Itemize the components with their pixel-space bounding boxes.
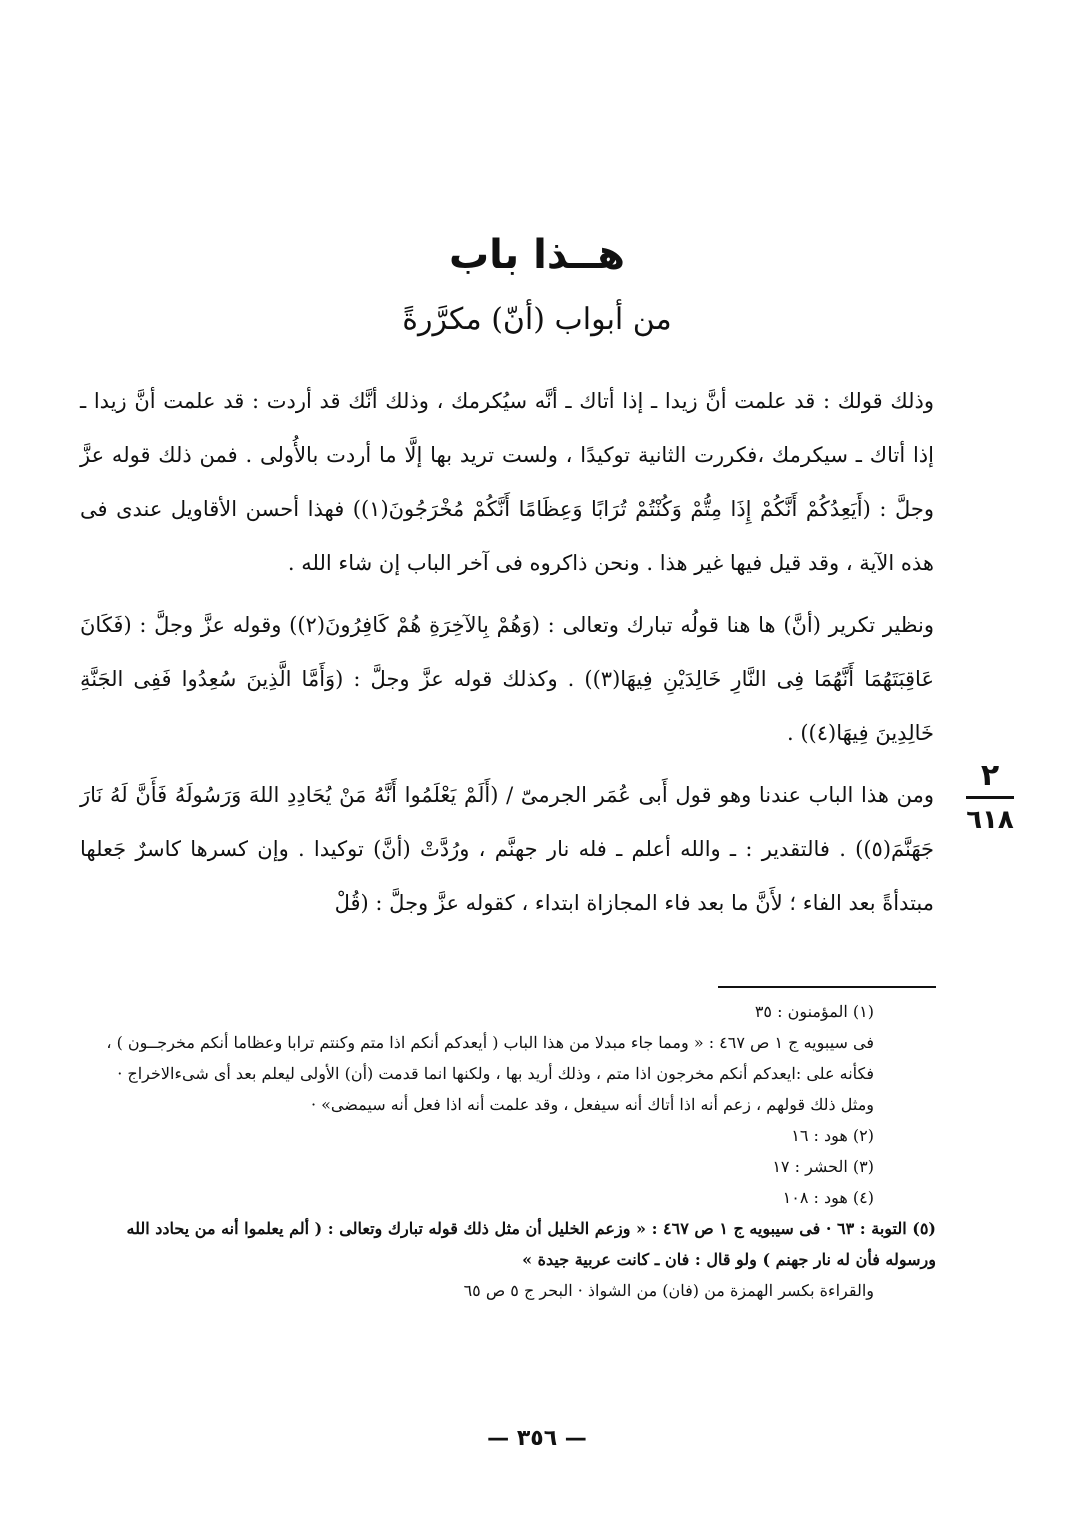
footnote: (١) المؤمنون : ٣٥ [754, 1002, 874, 1021]
footnote: (٢) هود : ١٦ [791, 1126, 874, 1145]
margin-divider [966, 796, 1014, 799]
footnotes [80, 996, 936, 1306]
page-number: — ٣٥٦ — [487, 1426, 587, 1451]
margin-reference [950, 758, 1030, 837]
footnote: (٣) الحشر : ١٧ [772, 1157, 874, 1176]
chapter-title: هــذا باب [448, 232, 626, 278]
main-text [80, 374, 934, 930]
paragraph: وذلك قولك : قد علمت أنَّ زيدا ـ إذا أتاك ـ أنَّه سيُكرمك ، وذلك أنَّك قد أردت : قد علمت أنَّ زيدا ـ إذا أتاك ـ سيكرمك ،فكررت الثانية توكيدًا ، ولست تريد بها إلَّا ما أردت بالأُولى . فمن ذلك قوله عزَّ وجلَّ : (أَيَعِدُكُمْ أَنَّكُمْ إِذَا مِتُّمْ وَكُنْتُمْ تُرَابًا وَعِظَامًا أَنَّكُمْ مُخْرَجُونَ(١)) فهذا أحسن الأقاويل عندى فى هذه الآية ، وقد قيل فيها غير هذا . ونحن ذاكروه فى آخر الباب إن شاء الله . [80, 389, 934, 575]
margin-page-reference: ٦١٨ [966, 805, 1014, 835]
chapter-subtitle: من أبواب (أنّ) مكرَّرةً [402, 302, 672, 337]
footnote: فى سيبويه ج ١ ص ٤٦٧ : « ومما جاء مبدلا من هذا الباب ( أيعدكم أنكم اذا متم وكنتم ترابا وعظاما أنكم مخرجــون ) ، فكأنه على :ايعدكم أنكم مخرجون اذا متم ، وذلك أريد بها ، ولكنها انما قدمت (أن) الأولى ليعلم بعد أى شىءالاخراج · ومثل ذلك قولهم ، زعم أنه اذا أتاك أنه سيفعل ، وقد علمت أنه اذا فعل أنه سيمضى» · [106, 1033, 874, 1114]
paragraph: ونظير تكرير (أنَّ) ها هنا قولُه تبارك وتعالى : (وَهُمْ بِالآخِرَةِ هُمْ كَافِرُونَ(٢)) وقوله عزَّ وجلَّ : (فَكَانَ عَاقِبَتَهُمَا أَنَّهُمَا فِى النَّارِ خَالِدَيْنِ فِيهَا(٣)) . وكذلك قوله عزَّ وجلَّ : (وَأَمَّا الَّذِينَ سُعِدُوا فَفِى الجَنَّةِ خَالِدِينَ فِيهَا(٤)) . [80, 613, 934, 745]
paragraph: ومن هذا الباب عندنا وهو قول أَبى عُمَر الجرمىّ / (أَلَمْ يَعْلَمُوا أَنَّهُ مَنْ يُحَادِدِ اللهَ وَرَسُولَهُ فَأَنَّ لَهُ نَارَ جَهَنَّمَ(٥)) . فالتقدير : ـ والله أعلم ـ فله نار جهنَّم ، ورُدَّتْ (أنَّ) توكيدا . وإن كسرها كاسرٌ جَعلها مبتدأةً بعد الفاء ؛ لأَنَّ ما بعد فاء المجازاة ابتداء ، كقوله عزَّ وجلَّ : (قُلْ [80, 783, 934, 915]
footnote: والقراءة بكسر الهمزة من (فان) من الشواذ · البحر ج ٥ ص ٦٥ [463, 1281, 874, 1300]
margin-volume-number: ٢ [980, 758, 1000, 793]
footnote: (٥) التوبة : ٦٣ · فى سيبويه ج ١ ص ٤٦٧ : « وزعم الخليل أن مثل ذلك قوله تبارك وتعالى : ( ألم يعلموا أنه من يحادد الله ورسوله فأن له نار جهنم ) ولو قال : فان ـ كانت عربية جيدة » [126, 1219, 936, 1269]
footnote-separator [718, 986, 936, 988]
footnote: (٤) هود : ١٠٨ [782, 1188, 874, 1207]
